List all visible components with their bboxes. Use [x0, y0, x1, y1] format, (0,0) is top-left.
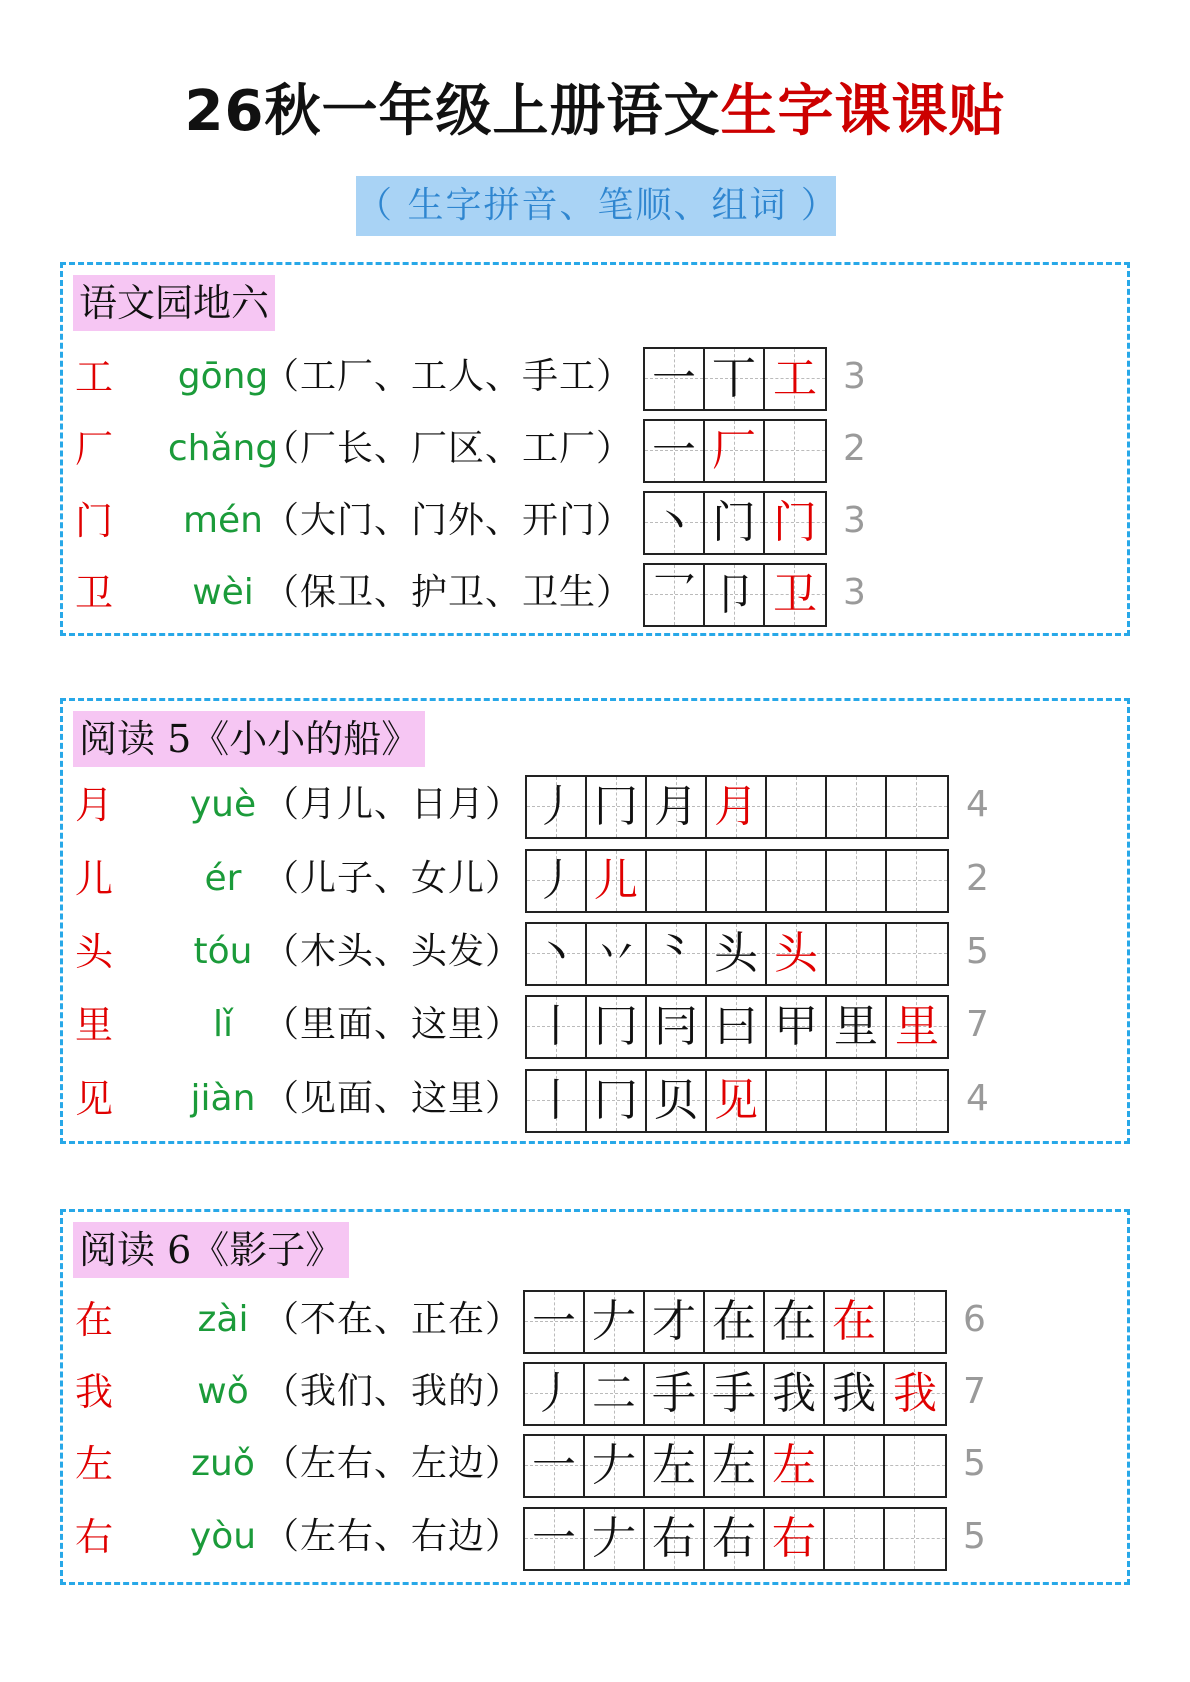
- pinyin: zài: [197, 1299, 249, 1340]
- title-main: 26秋一年级上册语文: [184, 79, 721, 144]
- stroke-step: 𠂇: [592, 1296, 636, 1347]
- stroke-order-grid: [643, 347, 827, 411]
- stroke-step: 丶: [534, 928, 578, 979]
- stroke-step: 在: [772, 1296, 816, 1347]
- stroke-step: 冃: [654, 1001, 698, 1052]
- grid-cell: [585, 1364, 645, 1424]
- stroke-step: 卩: [712, 569, 756, 620]
- char-row: [63, 773, 1127, 837]
- character: 在: [75, 1298, 114, 1342]
- pinyin: mén: [182, 500, 264, 541]
- stroke-step: 里: [895, 1001, 939, 1052]
- stroke-step: 丨: [534, 1075, 578, 1126]
- stroke-step: 门: [712, 497, 756, 548]
- pinyin: tóu: [193, 931, 253, 972]
- stroke-step: 月: [714, 781, 758, 832]
- grid-cell: [707, 924, 767, 984]
- stroke-step: 手: [652, 1368, 696, 1419]
- stroke-step: 工: [773, 353, 817, 404]
- grid-cell: [705, 493, 765, 553]
- char-row: [63, 1505, 1127, 1569]
- stroke-step: 丿: [532, 1368, 576, 1419]
- stroke-step: 卫: [773, 569, 817, 620]
- stroke-count: 2: [843, 428, 866, 469]
- grid-cell: [647, 777, 707, 837]
- section-title: 阅读 5《小小的船》: [73, 711, 425, 767]
- grid-cell: [765, 349, 825, 409]
- grid-cell: [887, 851, 947, 911]
- section-title: 语文园地六: [73, 275, 275, 331]
- stroke-step: 𠂇: [592, 1440, 636, 1491]
- grid-cell: [525, 1292, 585, 1352]
- title-highlight: 生字课课贴: [720, 79, 1006, 144]
- grid-cell: [525, 1436, 585, 1496]
- grid-cell: [825, 1292, 885, 1352]
- word-examples: （我们、我的）: [263, 1371, 523, 1412]
- grid-cell: [767, 924, 827, 984]
- grid-cell: [585, 1292, 645, 1352]
- pinyin: yuè: [189, 784, 257, 825]
- grid-cell: [587, 777, 647, 837]
- grid-cell: [707, 777, 767, 837]
- word-examples: （月儿、日月）: [263, 784, 523, 825]
- stroke-order-grid: [525, 922, 949, 986]
- stroke-count: 3: [843, 500, 866, 541]
- stroke-order-grid: [523, 1290, 947, 1354]
- grid-cell: [707, 997, 767, 1057]
- stroke-step: 一: [532, 1296, 576, 1347]
- stroke-step: 一: [652, 353, 696, 404]
- stroke-step: 丨: [534, 1001, 578, 1052]
- char-row: [63, 417, 1127, 481]
- stroke-step: 右: [712, 1513, 756, 1564]
- grid-cell: [767, 1071, 827, 1131]
- grid-cell: [647, 924, 707, 984]
- grid-cell: [645, 1436, 705, 1496]
- stroke-step: ⺀: [654, 928, 698, 979]
- stroke-count: 5: [963, 1443, 986, 1484]
- word-examples: （工厂、工人、手工）: [263, 356, 634, 397]
- pinyin: yòu: [189, 1516, 257, 1557]
- grid-cell: [887, 997, 947, 1057]
- grid-cell: [527, 1071, 587, 1131]
- word-examples: （左右、右边）: [263, 1516, 523, 1557]
- char-row: [63, 561, 1127, 625]
- grid-cell: [885, 1509, 945, 1569]
- character: 卫: [75, 571, 114, 615]
- word-examples: （里面、这里）: [263, 1004, 523, 1045]
- stroke-step: 一: [532, 1513, 576, 1564]
- grid-cell: [705, 1292, 765, 1352]
- char-row: [63, 1067, 1127, 1131]
- grid-cell: [887, 924, 947, 984]
- stroke-count: 7: [966, 1004, 989, 1045]
- stroke-step: 右: [772, 1513, 816, 1564]
- page-title: [0, 72, 1190, 152]
- stroke-step: 左: [652, 1440, 696, 1491]
- stroke-step: 冂: [594, 781, 638, 832]
- stroke-step: 左: [712, 1440, 756, 1491]
- pinyin: gōng: [177, 356, 269, 397]
- stroke-order-grid: [643, 419, 827, 483]
- grid-cell: [825, 1509, 885, 1569]
- pinyin: zuǒ: [191, 1443, 255, 1484]
- stroke-count: 3: [843, 572, 866, 613]
- stroke-step: 丷: [594, 928, 638, 979]
- stroke-step: 曰: [714, 1001, 758, 1052]
- grid-cell: [645, 1292, 705, 1352]
- character: 右: [75, 1515, 114, 1559]
- section-reading-5: [60, 698, 1130, 1144]
- grid-cell: [887, 1071, 947, 1131]
- grid-cell: [765, 421, 825, 481]
- word-examples: （大门、门外、开门）: [263, 500, 634, 541]
- grid-cell: [705, 565, 765, 625]
- stroke-order-grid: [523, 1434, 947, 1498]
- stroke-count: 4: [966, 784, 989, 825]
- stroke-count: 5: [963, 1516, 986, 1557]
- word-examples: （保卫、护卫、卫生）: [263, 572, 634, 613]
- char-row: [63, 489, 1127, 553]
- stroke-step: 门: [773, 497, 817, 548]
- grid-cell: [765, 1436, 825, 1496]
- character: 见: [75, 1077, 114, 1121]
- grid-cell: [587, 1071, 647, 1131]
- character: 门: [75, 499, 114, 543]
- char-row: [63, 847, 1127, 911]
- grid-cell: [645, 565, 705, 625]
- stroke-count: 6: [963, 1299, 986, 1340]
- stroke-count: 7: [963, 1371, 986, 1412]
- word-examples: （厂长、厂区、工厂）: [263, 428, 634, 469]
- stroke-step: 丿: [534, 781, 578, 832]
- stroke-step: 月: [654, 781, 698, 832]
- grid-cell: [527, 777, 587, 837]
- character: 左: [75, 1442, 114, 1486]
- char-row: [63, 993, 1127, 1057]
- grid-cell: [645, 1364, 705, 1424]
- stroke-step: 左: [772, 1440, 816, 1491]
- grid-cell: [525, 1364, 585, 1424]
- grid-cell: [825, 1436, 885, 1496]
- character: 我: [75, 1370, 114, 1414]
- grid-cell: [765, 1509, 825, 1569]
- grid-cell: [705, 421, 765, 481]
- word-examples: （木头、头发）: [263, 931, 523, 972]
- grid-cell: [765, 493, 825, 553]
- stroke-count: 4: [966, 1078, 989, 1119]
- stroke-step: 在: [712, 1296, 756, 1347]
- stroke-order-grid: [525, 995, 949, 1059]
- grid-cell: [767, 777, 827, 837]
- pinyin: lǐ: [212, 1004, 233, 1045]
- char-row: [63, 1432, 1127, 1496]
- character: 里: [75, 1003, 114, 1047]
- stroke-count: 3: [843, 356, 866, 397]
- section-yuwen-yuandi-6: [60, 262, 1130, 636]
- character: 儿: [75, 857, 114, 901]
- stroke-step: 头: [714, 928, 758, 979]
- grid-cell: [765, 565, 825, 625]
- stroke-step: 厂: [712, 425, 756, 476]
- grid-cell: [767, 851, 827, 911]
- char-row: [63, 1360, 1127, 1424]
- stroke-order-grid: [643, 563, 827, 627]
- grid-cell: [645, 421, 705, 481]
- stroke-step: 冂: [594, 1001, 638, 1052]
- char-row: [63, 920, 1127, 984]
- stroke-step: 丶: [652, 497, 696, 548]
- section-reading-6: [60, 1209, 1130, 1585]
- grid-cell: [587, 997, 647, 1057]
- grid-cell: [645, 493, 705, 553]
- stroke-step: 二: [592, 1368, 636, 1419]
- character: 厂: [75, 427, 114, 471]
- section-title: 阅读 6《影子》: [73, 1222, 349, 1278]
- character: 工: [75, 355, 114, 399]
- pinyin: wèi: [192, 572, 254, 613]
- stroke-step: 才: [652, 1296, 696, 1347]
- grid-cell: [705, 1364, 765, 1424]
- grid-cell: [707, 851, 767, 911]
- grid-cell: [527, 997, 587, 1057]
- pinyin: chǎng: [167, 428, 279, 469]
- stroke-order-grid: [523, 1362, 947, 1426]
- stroke-step: 儿: [594, 855, 638, 906]
- stroke-step: 贝: [654, 1075, 698, 1126]
- stroke-step: 我: [893, 1368, 937, 1419]
- character: 头: [75, 930, 114, 974]
- grid-cell: [645, 349, 705, 409]
- stroke-step: 乛: [652, 569, 696, 620]
- grid-cell: [527, 851, 587, 911]
- stroke-step: 丅: [712, 353, 756, 404]
- grid-cell: [765, 1292, 825, 1352]
- pinyin: ér: [204, 858, 242, 899]
- stroke-step: 见: [714, 1075, 758, 1126]
- stroke-step: 头: [774, 928, 818, 979]
- word-examples: （左右、左边）: [263, 1443, 523, 1484]
- char-row: [63, 345, 1127, 409]
- grid-cell: [705, 349, 765, 409]
- stroke-order-grid: [525, 849, 949, 913]
- grid-cell: [647, 997, 707, 1057]
- stroke-count: 5: [966, 931, 989, 972]
- stroke-step: 右: [652, 1513, 696, 1564]
- char-row: [63, 1288, 1127, 1352]
- grid-cell: [827, 777, 887, 837]
- stroke-step: 我: [832, 1368, 876, 1419]
- word-examples: （不在、正在）: [263, 1299, 523, 1340]
- stroke-step: 丿: [534, 855, 578, 906]
- stroke-step: 里: [834, 1001, 878, 1052]
- grid-cell: [825, 1364, 885, 1424]
- grid-cell: [885, 1364, 945, 1424]
- grid-cell: [765, 1364, 825, 1424]
- grid-cell: [827, 851, 887, 911]
- stroke-step: 手: [712, 1368, 756, 1419]
- grid-cell: [585, 1436, 645, 1496]
- stroke-step: 甲: [774, 1001, 818, 1052]
- stroke-order-grid: [523, 1507, 947, 1571]
- stroke-count: 2: [966, 858, 989, 899]
- grid-cell: [705, 1509, 765, 1569]
- stroke-step: 一: [532, 1440, 576, 1491]
- grid-cell: [707, 1071, 767, 1131]
- word-examples: （见面、这里）: [263, 1078, 523, 1119]
- grid-cell: [827, 1071, 887, 1131]
- grid-cell: [647, 851, 707, 911]
- grid-cell: [587, 851, 647, 911]
- grid-cell: [527, 924, 587, 984]
- subtitle-banner: （ 生字拼音、笔顺、组词 ）: [356, 176, 836, 236]
- pinyin: wǒ: [197, 1371, 249, 1412]
- grid-cell: [885, 1292, 945, 1352]
- character: 月: [75, 783, 114, 827]
- grid-cell: [887, 777, 947, 837]
- grid-cell: [525, 1509, 585, 1569]
- grid-cell: [647, 1071, 707, 1131]
- grid-cell: [827, 924, 887, 984]
- stroke-order-grid: [525, 1069, 949, 1133]
- grid-cell: [705, 1436, 765, 1496]
- stroke-step: 一: [652, 425, 696, 476]
- grid-cell: [827, 997, 887, 1057]
- stroke-step: 冂: [594, 1075, 638, 1126]
- grid-cell: [645, 1509, 705, 1569]
- grid-cell: [587, 924, 647, 984]
- stroke-step: 我: [772, 1368, 816, 1419]
- word-examples: （儿子、女儿）: [263, 858, 523, 899]
- stroke-order-grid: [643, 491, 827, 555]
- stroke-step: 在: [832, 1296, 876, 1347]
- grid-cell: [885, 1436, 945, 1496]
- stroke-step: 𠂇: [592, 1513, 636, 1564]
- stroke-order-grid: [525, 775, 949, 839]
- grid-cell: [767, 997, 827, 1057]
- grid-cell: [585, 1509, 645, 1569]
- pinyin: jiàn: [190, 1078, 256, 1119]
